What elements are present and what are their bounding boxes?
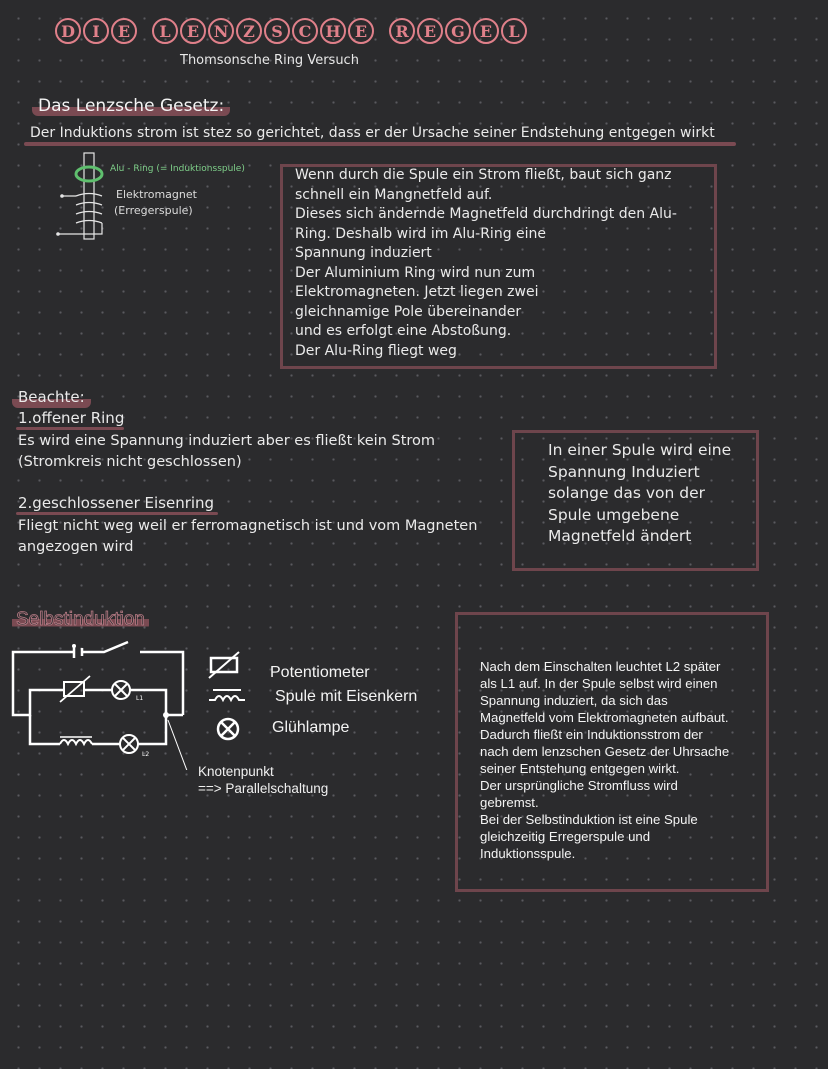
heading-text: Selbstinduktion <box>16 609 145 630</box>
title-letter: L <box>152 18 178 44</box>
title-word <box>389 18 527 44</box>
title-letter: E <box>417 18 443 44</box>
box-line: seiner Entstehung entgegen wirkt. <box>480 761 680 776</box>
legend-coil: Spule mit Eisenkern <box>275 688 418 705</box>
page-subtitle: Thomsonsche Ring Versuch <box>180 53 359 68</box>
title-letter: D <box>55 18 81 44</box>
title-letter: I <box>83 18 109 44</box>
title-letter: E <box>111 18 137 44</box>
knoten-line: Knotenpunkt <box>198 764 274 779</box>
title-letter: S <box>264 18 290 44</box>
box-line: Wenn durch die Spule ein Strom fließt, baut sich ganz <box>295 167 672 183</box>
beachte-item1-title: 1.offener Ring <box>18 409 125 427</box>
box-line: Der Alu-Ring fliegt weg <box>295 342 457 359</box>
lenz-law-text: Der Induktions strom ist stez so gerichtet, dass er der Ursache seiner Endstehung entgegen wirkt <box>30 125 715 141</box>
title-letter: E <box>473 18 499 44</box>
lamp-label-l2: L2 <box>142 751 150 758</box>
title-word <box>152 18 374 44</box>
box-line: Spannung Induziert <box>548 462 700 481</box>
box-line: gebremst. <box>480 795 539 810</box>
box-line: Bei der Selbstinduktion ist eine Spule <box>480 812 698 827</box>
beachte-item1-text <box>18 431 435 473</box>
section-heading-selbstinduktion <box>12 609 149 631</box>
text-line: (Stromkreis nicht geschlossen) <box>18 454 242 470</box>
lenz-law-underline <box>24 142 736 146</box>
box-line: Induktionsspule. <box>480 846 576 861</box>
box-line: Magnetfeld ändert <box>548 527 692 545</box>
title-letter: Z <box>236 18 262 44</box>
circuit-diagram <box>8 640 198 770</box>
beachte-item2-text <box>18 516 477 558</box>
box-line: nach dem lenzschen Gesetz der Uhrsache <box>480 744 730 759</box>
section-heading-beachte: Beachte: <box>12 388 91 408</box>
box-line: Der Aluminium Ring wird nun zum <box>295 264 536 281</box>
box-line: Dadurch fließt ein Induktionsstrom der <box>480 727 703 742</box>
item2-underline <box>16 512 218 515</box>
box-line: In einer Spule wird eine <box>548 441 732 459</box>
selbstinduktion-box-text <box>480 658 765 862</box>
title-letter: H <box>320 18 346 44</box>
legend-lamp: Glühlampe <box>272 719 350 736</box>
box-line: Spule umgebene <box>548 505 680 524</box>
title-word <box>55 18 137 44</box>
box-line: Nach dem Einschalten leuchtet L2 später <box>480 659 721 674</box>
text-line: Fliegt nicht weg weil er ferromagnetisch ist und vom Magneten <box>18 518 478 534</box>
beachte-box-text <box>548 440 731 548</box>
box-line: Der ursprüngliche Stromfluss wird <box>480 778 678 793</box>
box-line: Dieses sich ändernde Magnetfeld durchdringt den Alu- <box>295 206 677 222</box>
box-line: Spannung induziert, da sich das <box>480 693 668 708</box>
title-letter: N <box>208 18 234 44</box>
box-line: Spannung induziert <box>295 245 432 261</box>
ring-label: Alu - Ring (= Induktionsspule) <box>110 164 245 174</box>
box-line: schnell ein Mangnetfeld auf. <box>295 186 493 203</box>
box-line: Ring. Deshalb wird im Alu-Ring eine <box>295 225 547 242</box>
magnet-label: Elektromagnet <box>116 188 197 201</box>
title-letter: C <box>292 18 318 44</box>
title-letter: G <box>445 18 471 44</box>
legend-potentiometer: Potentiometer <box>270 664 370 681</box>
title-letter: E <box>348 18 374 44</box>
box-line: solange das von der <box>548 484 705 502</box>
title-letter: E <box>180 18 206 44</box>
item1-underline <box>16 427 124 430</box>
box-line: gleichzeitig Erregerspule und <box>480 829 651 844</box>
title-letter: R <box>389 18 415 44</box>
box-line: gleichnamige Pole übereinander <box>295 303 522 320</box>
section-heading-lenz: Das Lenzsche Gesetz: <box>32 96 230 116</box>
title-letter: L <box>501 18 527 44</box>
box-line: Elektromagneten. Jetzt liegen zwei <box>295 284 539 300</box>
knoten-line: ==> Parallelschaltung <box>198 781 329 796</box>
box-line: und es erfolgt eine Abstoßung. <box>295 323 512 339</box>
beachte-item2-title: 2.geschlossener Eisenring <box>18 494 215 512</box>
lenz-explanation-text <box>295 166 695 361</box>
knotenpunkt-label <box>198 763 328 797</box>
lamp-icon <box>215 716 241 742</box>
text-line: Es wird eine Spannung induziert aber es fließt kein Strom <box>18 433 436 449</box>
text-line: angezogen wird <box>18 539 134 555</box>
iron-core-coil-icon <box>207 684 247 706</box>
lamp-label-l1: L1 <box>136 695 144 702</box>
page-title-circled <box>55 18 527 44</box>
box-line: Magnetfeld vom Elektromagneten aufbaut. <box>480 710 729 725</box>
magnet-label-2: (Erregerspule) <box>114 204 193 217</box>
box-line: als L1 auf. In der Spule selbst wird einen <box>480 676 718 691</box>
potentiometer-icon <box>207 650 243 680</box>
